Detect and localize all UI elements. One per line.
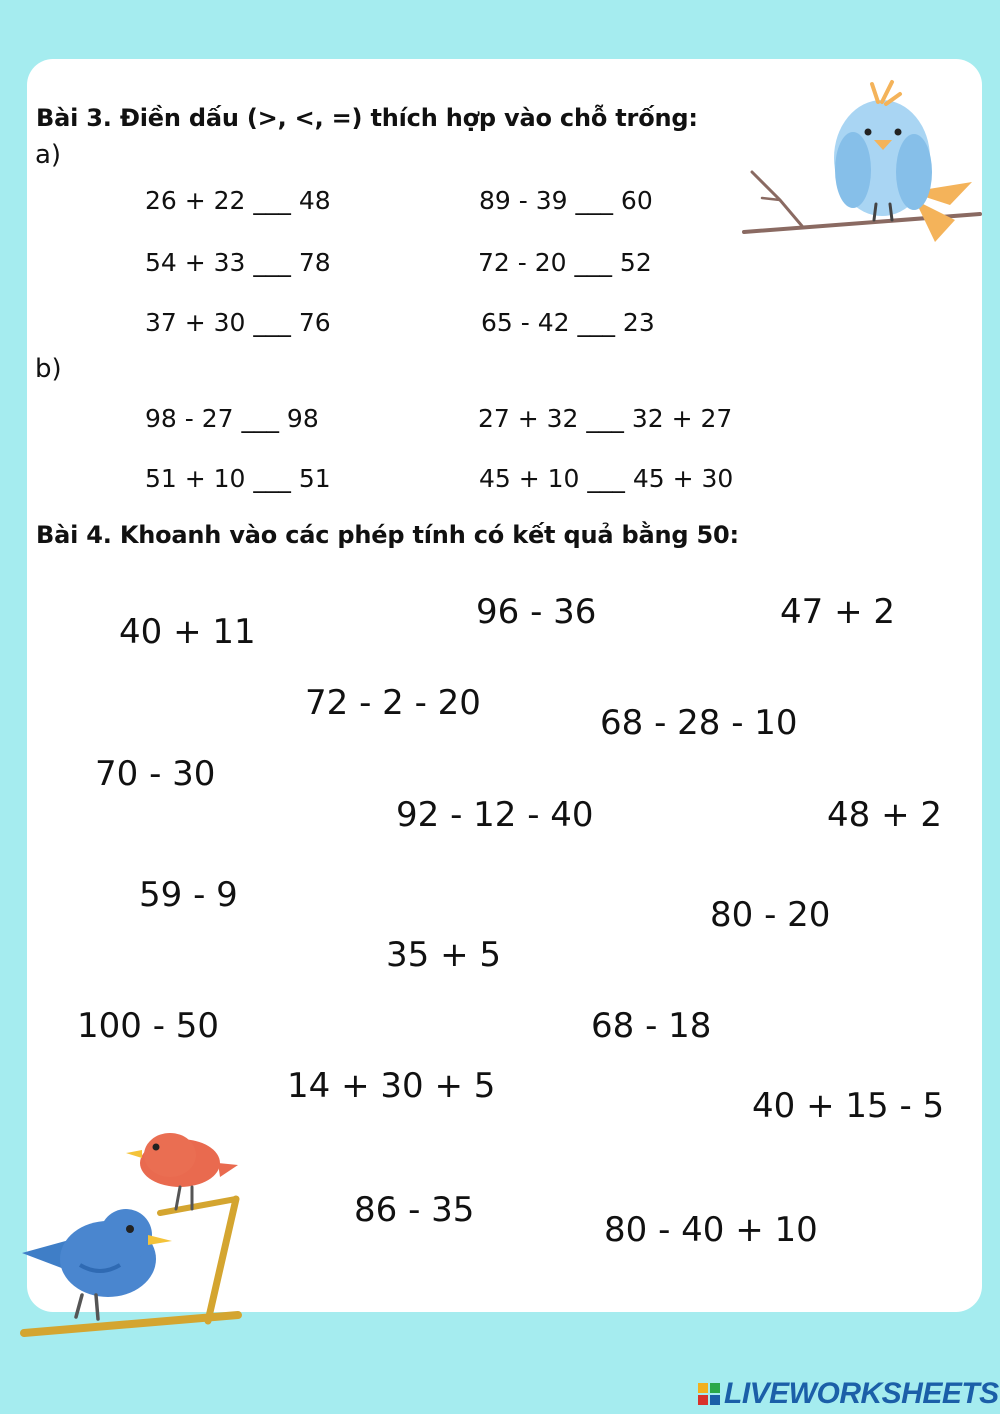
exercise-3-title: Bài 3. Điền dấu (>, <, =) thích hợp vào chỗ trống: [36,104,698,132]
comparison-item[interactable]: 72 - 20 ___ 52 [478,248,652,277]
comparison-item[interactable]: 51 + 10 ___ 51 [145,464,331,493]
birds-on-perch-illustration [20,1125,270,1345]
comparison-item[interactable]: 45 + 10 ___ 45 + 30 [479,464,734,493]
comparison-item[interactable]: 89 - 39 ___ 60 [479,186,653,215]
exercise-4-title: Bài 4. Khoanh vào các phép tính có kết quả bằng 50: [36,521,739,549]
expression-item[interactable]: 80 - 40 + 10 [604,1210,818,1250]
part-b-label: b) [35,354,62,384]
comparison-item[interactable]: 37 + 30 ___ 76 [145,308,331,337]
bird-on-branch-illustration [740,80,985,245]
expression-item[interactable]: 70 - 30 [95,754,216,794]
liveworksheets-logo [698,1374,999,1414]
part-a-label: a) [35,140,62,170]
expression-item[interactable]: 92 - 12 - 40 [396,795,594,835]
brand-name: LIVEWORKSHEETS [724,1377,999,1410]
expression-item[interactable]: 48 + 2 [827,795,942,835]
comparison-item[interactable]: 65 - 42 ___ 23 [481,308,655,337]
expression-item[interactable]: 47 + 2 [780,592,895,632]
comparison-item[interactable]: 27 + 32 ___ 32 + 27 [478,404,733,433]
expression-item[interactable]: 68 - 28 - 10 [600,703,798,743]
expression-item[interactable]: 40 + 15 - 5 [752,1086,945,1126]
comparison-item[interactable]: 26 + 22 ___ 48 [145,186,331,215]
expression-item[interactable]: 86 - 35 [354,1190,475,1230]
expression-item[interactable]: 35 + 5 [386,935,501,975]
expression-item[interactable]: 100 - 50 [77,1006,220,1046]
expression-item[interactable]: 96 - 36 [476,592,597,632]
logo-cubes-icon [698,1383,720,1405]
expression-item[interactable]: 80 - 20 [710,895,831,935]
expression-item[interactable]: 68 - 18 [591,1006,712,1046]
comparison-item[interactable]: 98 - 27 ___ 98 [145,404,319,433]
expression-item[interactable]: 14 + 30 + 5 [287,1066,496,1106]
comparison-item[interactable]: 54 + 33 ___ 78 [145,248,331,277]
expression-item[interactable]: 40 + 11 [119,612,256,652]
expression-item[interactable]: 59 - 9 [139,875,238,915]
expression-item[interactable]: 72 - 2 - 20 [305,683,481,723]
